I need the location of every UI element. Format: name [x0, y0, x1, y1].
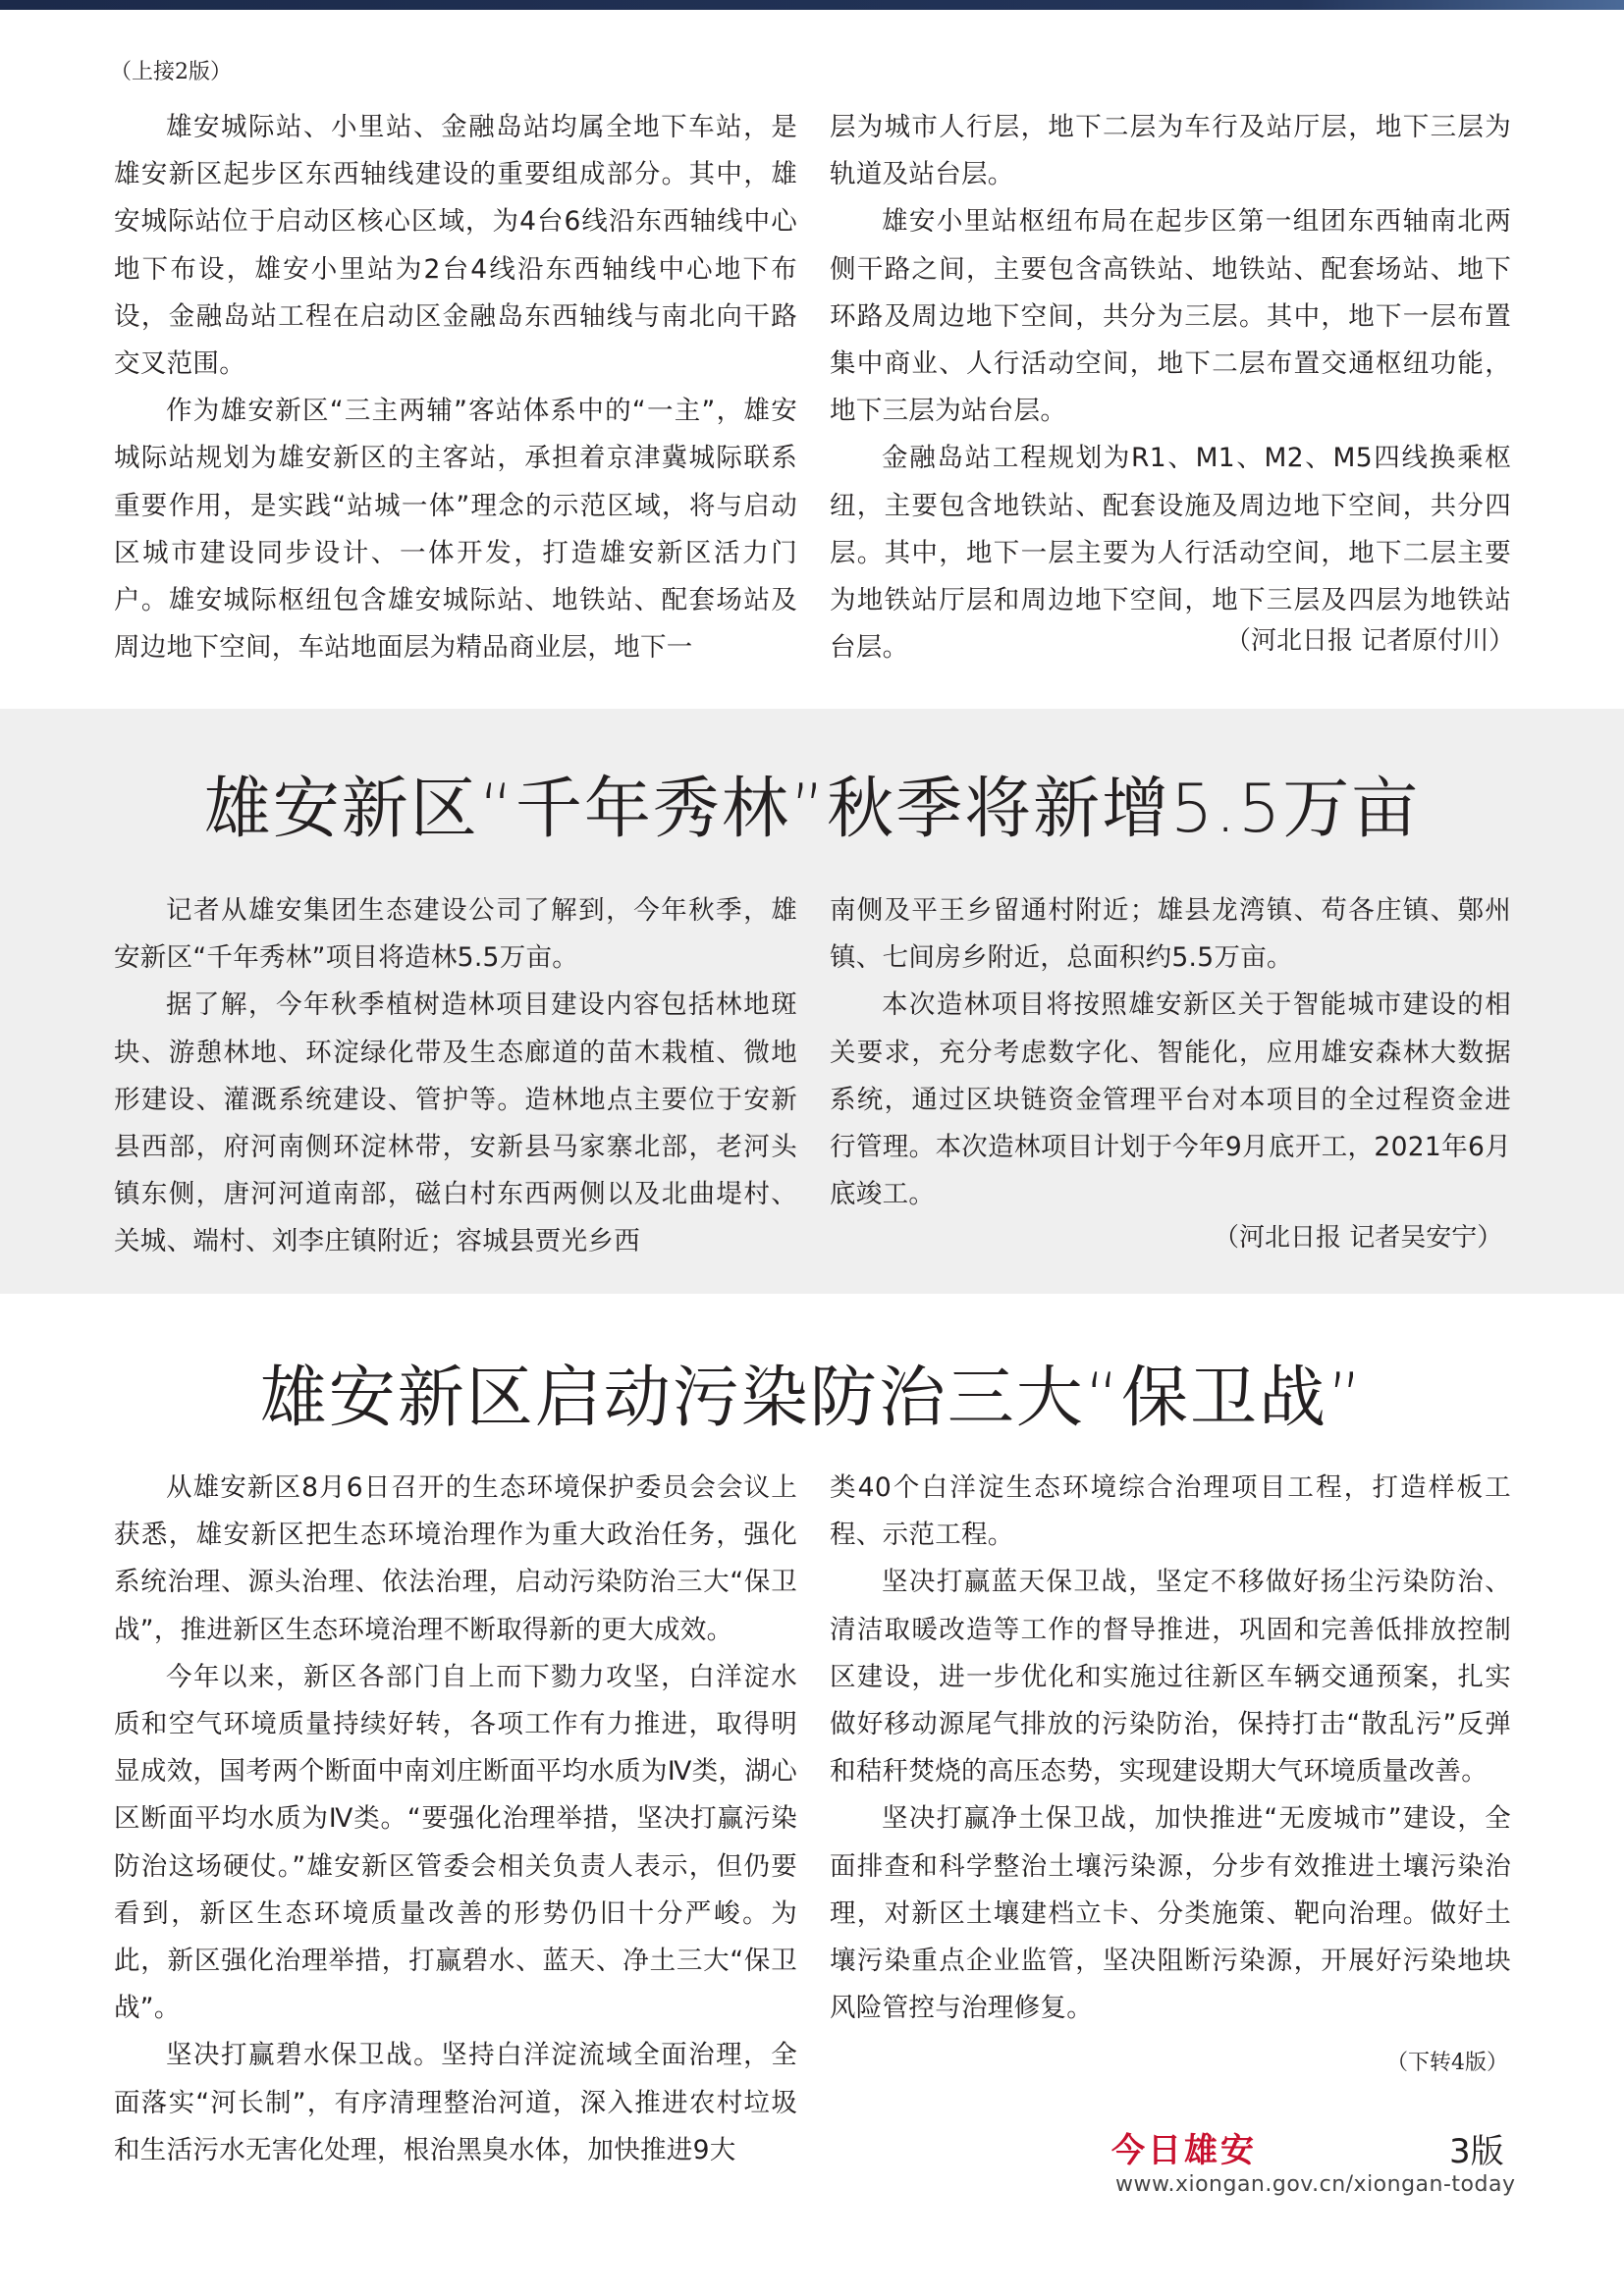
paragraph: 金融岛站工程规划为R1、M1、M2、M5四线换乘枢纽，主要包含地铁站、配套设施及周边地下空间，共分四层。其中，地下一层主要为人行活动空间，地下二层主要为地铁站厅层和周边地下空间，地下三层及四层为地铁站台层。: [830, 443, 1511, 664]
paragraph: 坚决打赢净土保卫战，加快推进“无废城市”建设，全面排查和科学整治土壤污染源，分步有效推进土壤污染治理，对新区土壤建档立卡、分类施策、靶向治理。做好土壤污染重点企业监管，坚决阻断污染源，开展好污染地块风险管控与治理修复。: [830, 1803, 1511, 2024]
paragraph: 今年以来，新区各部门自上而下勠力攻坚，白洋淀水质和空气环境质量持续好转，各项工作有力推进，取得明显成效，国考两个断面中南刘庄断面平均水质为Ⅳ类，湖心区断面平均水质为Ⅳ类。“要强化治理举措，坚决打赢污染防治这场硬仗。”雄安新区管委会相关负责人表示，但仍要看到，新区生态环境质量改善的形势仍旧十分严峻。为此，新区强化治理举措，打赢碧水、蓝天、净土三大“保卫战”。: [114, 1661, 797, 2024]
article2-right-column: [830, 887, 1511, 1218]
article2-byline: （河北日报 记者吴安宁）: [1214, 1223, 1503, 1253]
paragraph: 作为雄安新区“三主两辅”客站体系中的“一主”，雄安城际站规划为雄安新区的主客站，承担着京津冀城际联系重要作用，是实践“站城一体”理念的示范区域，将与启动区城市建设同步设计、一体开发，打造雄安新区活力门户。雄安城际枢纽包含雄安城际站、地铁站、配套场站及周边地下空间，车站地面层为精品商业层，地下一: [114, 396, 797, 664]
paragraph: 坚决打赢蓝天保卫战，坚定不移做好扬尘污染防治、清洁取暖改造等工作的督导推进，巩固和完善低排放控制区建设，进一步优化和实施过往新区车辆交通预案，扎实做好移动源尾气排放的污染防治，保持打击“散乱污”反弹和秸秆焚烧的高压态势，实现建设期大气环境质量改善。: [830, 1567, 1511, 1788]
top-color-bar: [0, 0, 1624, 10]
paragraph: 据了解，今年秋季植树造林项目建设内容包括林地斑块、游憩林地、环淀绿化带及生态廊道的苗木栽植、微地形建设、灌溉系统建设、管护等。造林地点主要位于安新县西部，府河南侧环淀林带，安新县马家寨北部，老河头镇东侧，唐河河道南部，磁白村东西两侧以及北曲堤村、关城、端村、刘李庄镇附近；容城县贾光乡西: [114, 989, 797, 1257]
paragraph: 记者从雄安集团生态建设公司了解到，今年秋季，雄安新区“千年秀林”项目将造林5.5万亩。: [114, 895, 797, 974]
article3-left-column: [114, 1465, 797, 2174]
article3-headline: 雄安新区启动污染防治三大“保卫战”: [259, 1360, 1365, 1437]
article2-headline: 雄安新区“千年秀林”秋季将新增5.5万亩: [203, 771, 1421, 848]
continued-to-note: （下转4版）: [1386, 2051, 1508, 2075]
article1-left-column: [114, 104, 797, 671]
paragraph: 雄安城际站、小里站、金融岛站均属全地下车站，是雄安新区起步区东西轴线建设的重要组成部分。其中，雄安城际站位于启动区核心区域，为4台6线沿东西轴线中心地下布设，雄安小里站为2台4线沿东西轴线中心地下布设，金融岛站工程在启动区金融岛东西轴线与南北向干路交叉范围。: [114, 112, 797, 380]
paragraph: 本次造林项目将按照雄安新区关于智能城市建设的相关要求，充分考虑数字化、智能化，应用雄安森林大数据系统，通过区块链资金管理平台对本项目的全过程资金进行管理。本次造林项目计划于今年9月底开工，2021年6月底竣工。: [830, 989, 1511, 1210]
paragraph-continuation: 类40个白洋淀生态环境综合治理项目工程，打造样板工程、示范工程。: [830, 1472, 1511, 1551]
article1-right-column: [830, 104, 1511, 671]
paragraph: 坚决打赢碧水保卫战。坚持白洋淀流域全面治理，全面落实“河长制”，有序清理整治河道，深入推进农村垃圾和生活污水无害化处理，根治黑臭水体，加快推进9大: [114, 2040, 797, 2165]
paragraph: 雄安小里站枢纽布局在起步区第一组团东西轴南北两侧干路之间，主要包含高铁站、地铁站、配套场站、地下环路及周边地下空间，共分为三层。其中，地下一层布置集中商业、人行活动空间，地下二层布置交通枢纽功能，地下三层为站台层。: [830, 206, 1511, 427]
article2-left-column: [114, 887, 797, 1266]
continued-from-note: （上接2版）: [110, 60, 232, 84]
article1-byline: （河北日报 记者原付川）: [1225, 626, 1515, 656]
publication-logo: 今日雄安: [1111, 2131, 1257, 2170]
page-number: 3版: [1449, 2132, 1504, 2171]
article3-right-column: [830, 1465, 1511, 2032]
website-url: www.xiongan.gov.cn/xiongan-today: [1115, 2172, 1516, 2197]
paragraph-continuation: 南侧及平王乡留通村附近；雄县龙湾镇、苟各庄镇、鄚州镇、七间房乡附近，总面积约5.5万亩。: [830, 895, 1511, 974]
paragraph-continuation: 层为城市人行层，地下二层为车行及站厅层，地下三层为轨道及站台层。: [830, 112, 1511, 190]
paragraph: 从雄安新区8月6日召开的生态环境保护委员会会议上获悉，雄安新区把生态环境治理作为重大政治任务，强化系统治理、源头治理、依法治理，启动污染防治三大“保卫战”，推进新区生态环境治理不断取得新的更大成效。: [114, 1472, 797, 1645]
